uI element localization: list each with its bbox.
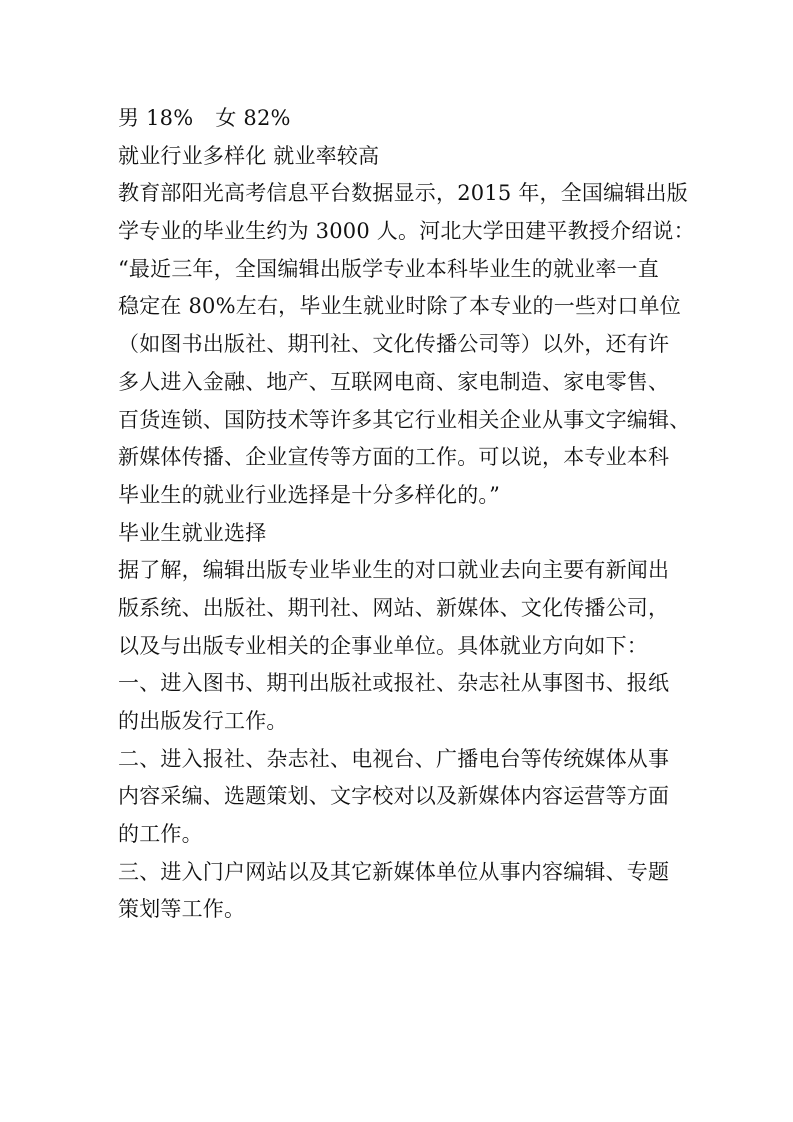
list-item-1: 一、进入图书、期刊出版社或报社、杂志社从事图书、报纸	[118, 671, 670, 696]
paragraph-line: 稳定在 80%左右，毕业生就业时除了本专业的一些对口单位	[118, 294, 681, 319]
section-heading-employment-diversity: 就业行业多样化 就业率较高	[118, 143, 380, 168]
paragraph-line: 据了解，编辑出版专业毕业生的对口就业去向主要有新闻出	[118, 558, 670, 583]
paragraph-line: 新媒体传播、企业宣传等方面的工作。可以说，本专业本科	[118, 445, 670, 470]
paragraph-line: 百货连锁、国防技术等许多其它行业相关企业从事文字编辑、	[118, 407, 691, 432]
list-item-2-continued: 内容采编、选题策划、文字校对以及新媒体内容运营等方面	[118, 784, 670, 809]
list-item-2: 二、进入报社、杂志社、电视台、广播电台等传统媒体从事	[118, 746, 670, 771]
list-item-1-continued: 的出版发行工作。	[118, 709, 288, 733]
paragraph-line: 多人进入金融、地产、互联网电商、家电制造、家电零售、	[118, 369, 670, 394]
female-ratio: 女 82%	[215, 106, 291, 130]
paragraph-line: 版系统、出版社、期刊社、网站、新媒体、文化传播公司，	[118, 595, 670, 620]
list-item-3-continued: 策划等工作。	[118, 897, 246, 922]
paragraph-line: 教育部阳光高考信息平台数据显示，2015 年，全国编辑出版	[118, 181, 688, 206]
male-ratio: 男 18%	[118, 106, 194, 130]
list-item-3: 三、进入门户网站以及其它新媒体单位从事内容编辑、专题	[118, 859, 670, 884]
section-heading-graduate-choices: 毕业生就业选择	[118, 520, 267, 545]
paragraph-line: 以及与出版专业相关的企事业单位。具体就业方向如下：	[118, 633, 648, 658]
paragraph-line: 毕业生的就业行业选择是十分多样化的。”	[118, 482, 501, 507]
paragraph-line: （如图书出版社、期刊社、文化传播公司等）以外，还有许	[118, 332, 670, 357]
paragraph-line: 学专业的毕业生约为 3000 人。河北大学田建平教授介绍说：	[118, 219, 695, 244]
paragraph-line: “最近三年，全国编辑出版学专业本科毕业生的就业率一直	[118, 256, 659, 281]
document-body	[118, 100, 718, 929]
list-item-2-continued: 的工作。	[118, 822, 203, 847]
gender-ratio-line	[118, 100, 718, 138]
